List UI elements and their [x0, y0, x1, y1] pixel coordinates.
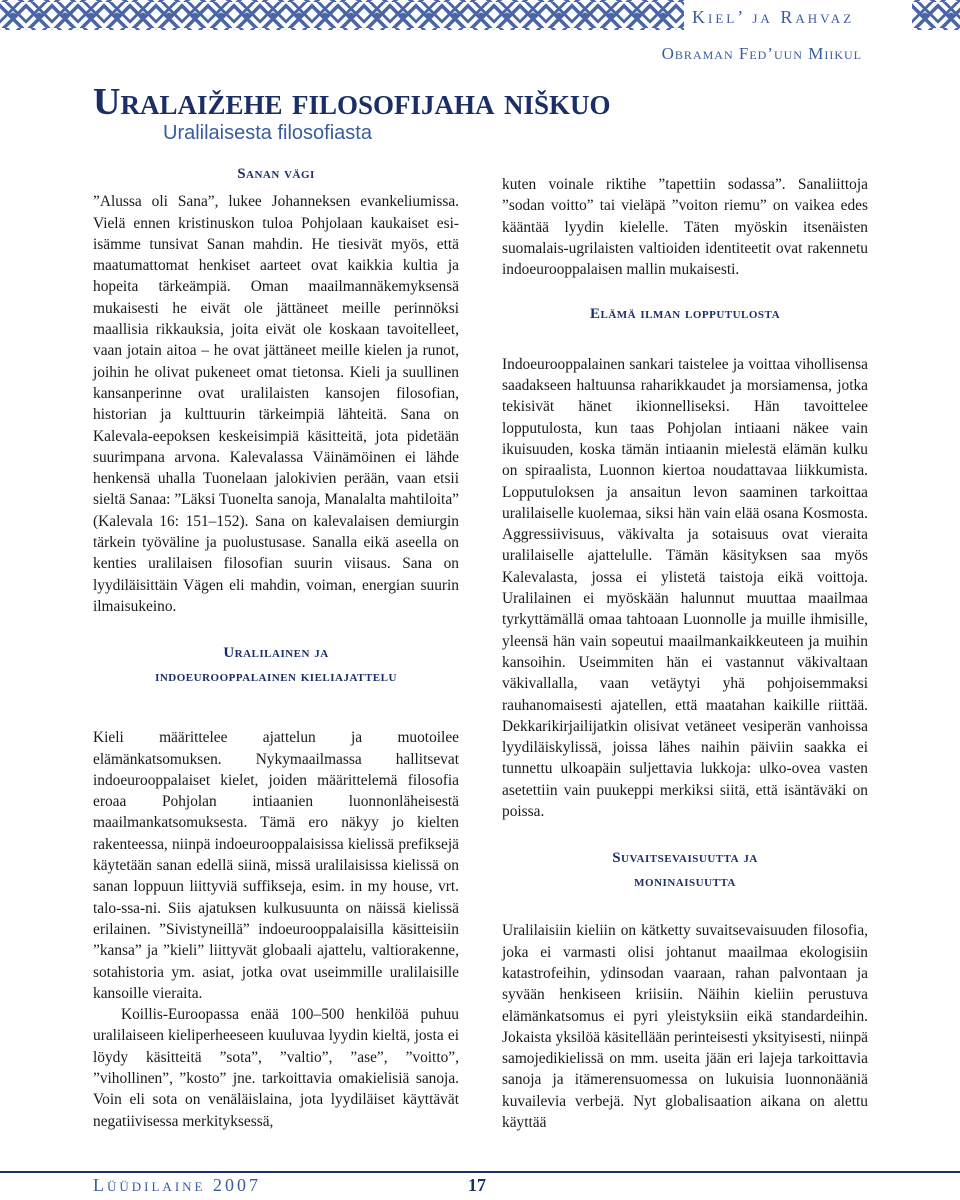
page-number: 17	[468, 1175, 486, 1195]
heading-line: Uralilainen ja	[223, 645, 329, 662]
header-ornament-band-right	[912, 0, 960, 30]
heading-line: moninaisuutta	[634, 874, 736, 891]
footer-publication: Lüüdilaine 2007	[93, 1175, 261, 1195]
paragraph: Koillis-Euroopassa enää 100–500 henkilöä puhuu uralilaiseen kieliperheeseen kuuluvaa lyydin kieltä, josta ei löydy käsitteitä ”sota”, ”valtio”, ”ase”, ”voitto”, ”vihollinen”, ”kosto” jne. tarkoittavia omakielisiä sanoja. Voin eli sota on venäläislaina, jota lyydiläiset käyttävät negatiivisessa merkityksessä,	[93, 1006, 459, 1130]
author-name: Obraman Fed’uun Miikul	[661, 44, 862, 63]
section-heading-elama: Elämä ilman lopputulosta	[589, 306, 781, 323]
paragraph: ”Alussa oli Sana”, lukee Johanneksen evankeliumissa. Vielä ennen kristinuskon tuloa Pohjolaan kaukaiset esi-isämme tunsivat Sanan mahdin. He tiesivät myös, että maatumattomat henkiset aarteet ovat kaikkia kultia ja hopeita tärkeämpiä. Oman maailmannäkemyksensä mukaisesti he eivät ole jättäneet meille perinnöksi maallisia rikkauksia, joita eivät ole koskaan tavoitelleet, vaan jotain aitoa – he ovat jättäneet meille kielen ja runot, joihin he olivat pukeneet omat tietonsa. Kieli ja suullinen kansanperinne ovat uralilaisten kansojen filosofian, historian ja kulttuurin tärkeimpiä lähteitä. Sana on Kalevala-eepoksen keskeisimpiä käsitteitä, jota pidetään suurimpana arvona. Kalevalassa Väinämöinen ei lähde henkensä uhalla Tuonelaan jalokivien perään, vaan etsii sieltä Sanaa: ”Läksi Tuonelta sanoja, Manalalta mahtiloita” (Kalevala 16: 151–152). Sana on kalevalaisen demiurgin tärkein työväline ja puolustusase. Sanalla eikä aseella on kenties uralilaisen filosofian suurin viisaus. Sana on lyydiläisittäin Vägen eli mahdin, voiman, energian suurin ilmaisukeino.	[93, 193, 459, 615]
left-column	[93, 164, 459, 1132]
paragraph: Indoeurooppalainen sankari taistelee ja voittaa vihollisensa saadakseen haltuunsa raharikkaudet ja morsiamensa, jotka tekisivät hänet ikionnelliseksi. Hän tavoittelee lopputulosta, kun taas Pohjolan intiaani näkee vain ikuisuuden, koska tämän intiaanin mielestä elämän kulku on spiraalista, Luonnon kiertoa noudattavaa liikkumista. Lopputuloksen ja ansaitun levon saaminen tarkoittaa uralilaiselle kuolemaa, siksi hän vain elää osana Kosmosta. Aggressiivisuus, väkivalta ja sotaisuus ovat vieraita uralilaiselle ajattelulle. Tämän käsityksen saa myös Kalevalasta, jossa ei ylistetä taistoja eikä voittoja. Uralilainen ei myöskään halunnut muuttaa maailmaa tyrkyttämällä omaa tahtoaan Luonnolle ja muille ihmisille, yleensä hän vain sopeutui maailmankaikkeuteen ja muihin kansoihin. Useimmiten hän ei vastannut väkivaltaan väkivallalla, vaan vetäytyi yhä pohjoisemmaksi rauhanomaisesti ajatellen, että maatahan kaikille riittää. Dekkarikirjailijatkin olisivat vetäneet vesiperän vanhoissa lyydiläiskylissä, joissa lähes naihin päiviin saakka ei tunnettu ulkoapäin suljettavia lukkoja: ulko-ovea vasten asetettiin vain puukeppi merkiksi siitä, että isäntäväki on poissa.	[502, 355, 868, 821]
section-heading-sanan-vagi: Sanan vägi	[237, 166, 315, 182]
section-heading-suvaitsevaisuutta	[502, 846, 868, 894]
magazine-name: Kiel’ ja Rahvaz	[692, 7, 855, 27]
article-title: Uralaižehe filosofijaha niškuo	[93, 81, 611, 123]
paragraph: Kieli määrittelee ajattelun ja muotoilee elämänkatsomuksen. Nykymaailmassa hallitsevat indoeurooppalaiset kielet, joiden määrittelemä filosofia eroaa Pohjolan intiaanien luonnonläheisestä maailmankatsomuksesta. Tämä ero näkyy jo kielten rakenteessa, niinpä indoeurooppalaisissa kielissä prefiksejä käytetään sanan edellä siinä, missä uralilaisissa kielissä on sanan loppuun liittyviä suffikseja, esim. in my house, vrt. talo-ssa-ni. Siis ajatuksen kulkusuunta on näissä kielissä erilainen. ”Sivistyneillä” indoeurooppalaisilla käsitteisiin ”kansa” ja ”kieli” liittyvät globaali ajattelu, valtiorakenne, sotahistoria ym. asiat, jotka ovat useimmille uralilaisille kansoille vieraita.	[93, 729, 459, 1002]
paragraph: kuten voinale riktihe ”tapettiin sodassa”. Sanaliittoja ”sodan voitto” tai vieläpä ”voiton riemu” on vaikea edes kääntää lyydin kielelle. Täten myöskin itsenäisten suomalais-ugrilaisten valtioiden identiteetit ovat rakennetu indoeurooppalaisen mallin mukaisesti.	[502, 176, 868, 279]
right-column	[502, 174, 868, 1133]
heading-line: indoeurooppalainen kieliajattelu	[155, 669, 397, 686]
heading-line: Suvaitsevaisuutta ja	[612, 850, 758, 867]
section-heading-kieliajattelu	[93, 641, 459, 689]
header-ornament-band	[0, 0, 684, 30]
article-subtitle: Uralilaisesta filosofiasta	[163, 122, 372, 144]
paragraph: Uralilaisiin kieliin on kätketty suvaitsevaisuuden filosofia, joka ei varmasti olisi johtanut maailmaa ekologisiin katastrofeihin, ydinsodan vaaraan, rahan palvontaan ja syvään henkiseen kriisiin. Näihin kieliin perustuva elämänkatsomus ei pyri yleistyksiin eikä standardeihin. Jokaista yksilöä käsitellään perinteisesti yksityisesti, niinpä samojedikielissä on mm. useita jään eri lajeja tarkoittavia sanoja ja itämerensuomessa on lukuisia luonnonääniä kuvailevia verbejä. Nyt globalisaation aikana on alettu käyttää	[502, 922, 868, 1131]
